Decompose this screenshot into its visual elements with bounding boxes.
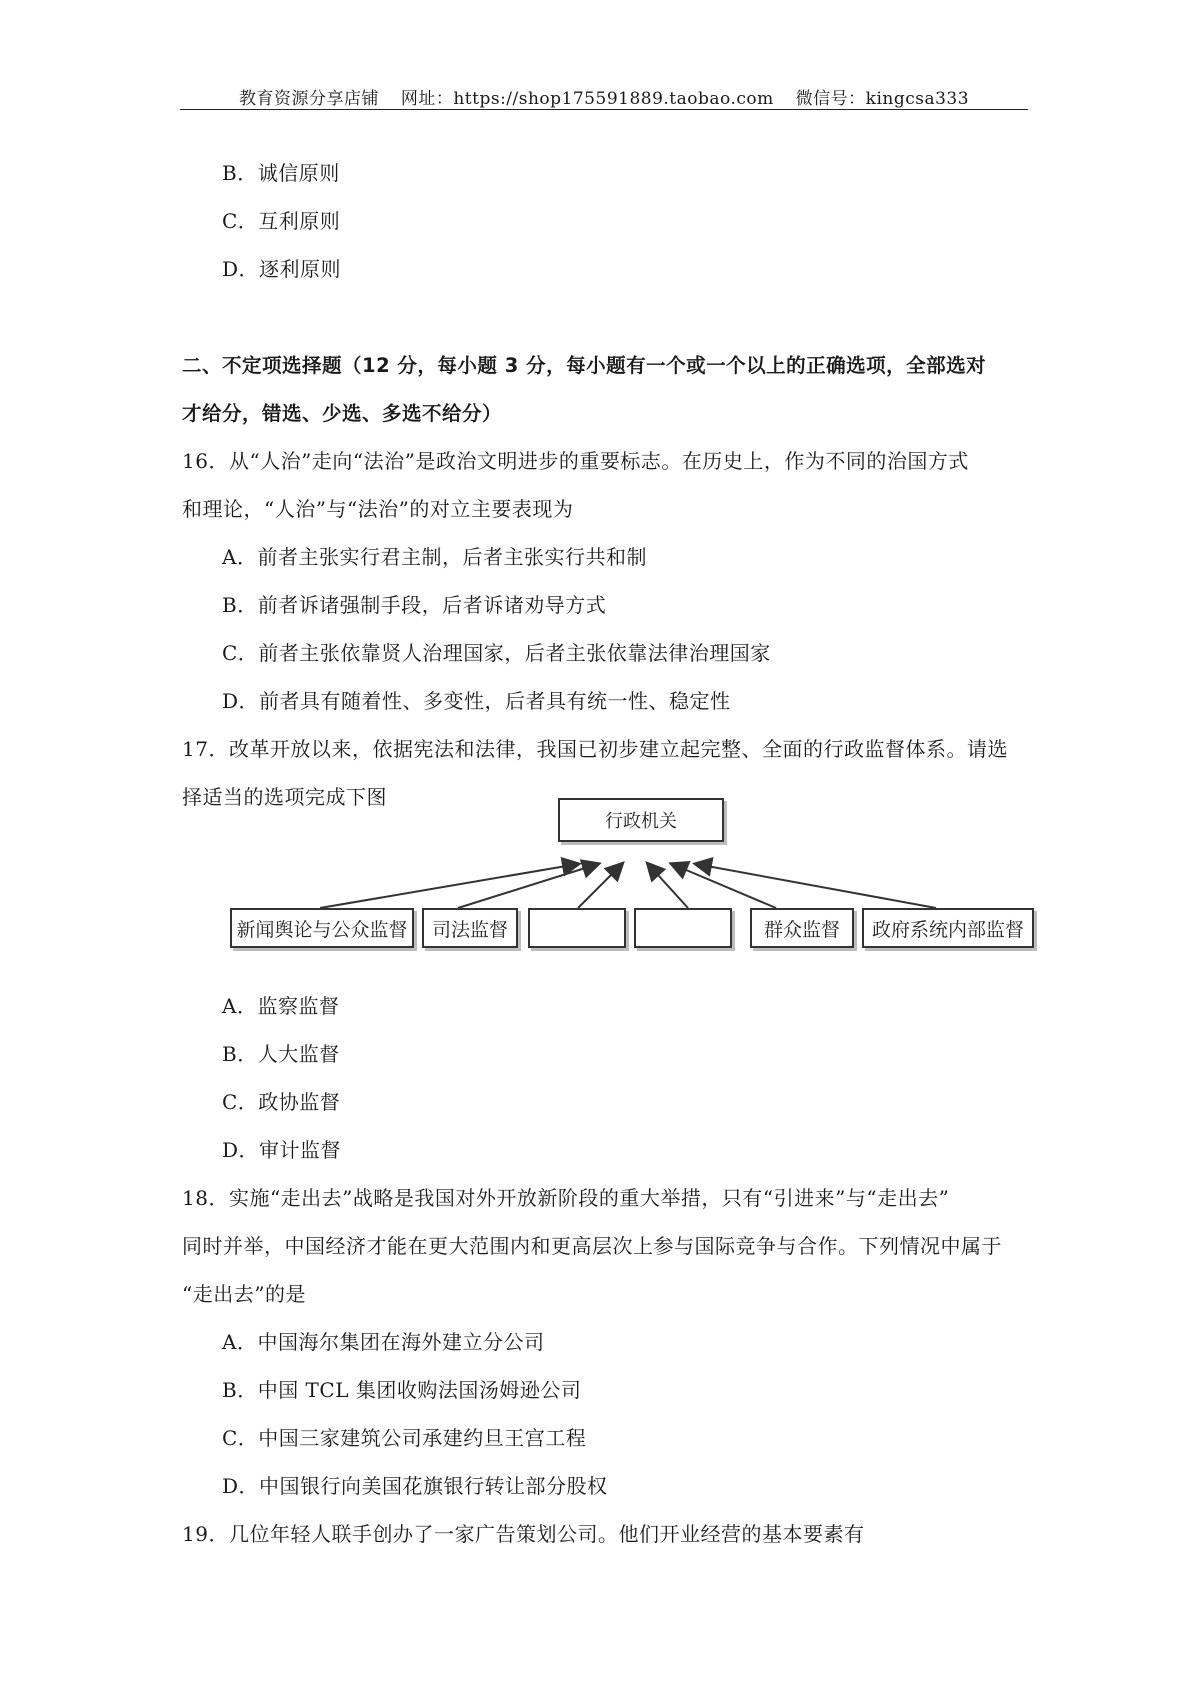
- q17-supervision-diagram: [220, 790, 1040, 950]
- q17-option-c: C．政协监督: [222, 1090, 341, 1114]
- arrow-2: [458, 864, 598, 908]
- q15-option-b: B．诚信原则: [222, 161, 340, 185]
- q17-stem-line2: 择适当的选项完成下图: [182, 785, 387, 809]
- section2-title-line2: 才给分，错选、少选、多选不给分）: [182, 402, 503, 425]
- header-url: 网址：https://shop175591889.taobao.com: [400, 89, 774, 109]
- diagram-box-judicial: 司法监督: [422, 908, 518, 948]
- header-wechat: 微信号：kingcsa333: [795, 89, 970, 109]
- q18-option-d: D．中国银行向美国花旗银行转让部分股权: [222, 1474, 608, 1498]
- arrow-1: [320, 864, 578, 908]
- diagram-box-media-public: 新闻舆论与公众监督: [230, 908, 414, 948]
- q16-stem-line1: 16．从“人治”走向“法治”是政治文明进步的重要标志。在历史上，作为不同的治国方式: [182, 449, 969, 473]
- diagram-box-blank-1: [528, 908, 626, 948]
- q15-option-d: D．逐利原则: [222, 257, 342, 281]
- diagram-box-govt-internal: 政府系统内部监督: [862, 908, 1034, 948]
- q18-option-c: C．中国三家建筑公司承建约旦王宫工程: [222, 1426, 587, 1450]
- arrow-6: [696, 864, 936, 908]
- q18-option-b: B．中国 TCL 集团收购法国汤姆逊公司: [222, 1378, 582, 1402]
- q16-option-a: A．前者主张实行君主制，后者主张实行共和制: [222, 545, 647, 569]
- q17-option-b: B．人大监督: [222, 1042, 340, 1066]
- section2-title-line1: 二、不定项选择题（12 分，每小题 3 分，每小题有一个或一个以上的正确选项，全部选对: [182, 354, 987, 377]
- q18-stem-line1: 18．实施“走出去”战略是我国对外开放新阶段的重大举措，只有“引进来”与“走出去”: [182, 1186, 950, 1210]
- q16-stem-line2: 和理论，“人治”与“法治”的对立主要表现为: [182, 497, 574, 521]
- q19-stem-line1: 19．几位年轻人联手创办了一家广告策划公司。他们开业经营的基本要素有: [182, 1522, 865, 1546]
- q16-option-d: D．前者具有随着性、多变性，后者具有统一性、稳定性: [222, 689, 731, 713]
- q18-option-a: A．中国海尔集团在海外建立分公司: [222, 1330, 545, 1354]
- q17-option-d: D．审计监督: [222, 1138, 342, 1162]
- q17-option-a: A．监察监督: [222, 994, 340, 1018]
- q16-option-c: C．前者主张依靠贤人治理国家，后者主张依靠法律治理国家: [222, 641, 771, 665]
- arrow-5: [672, 864, 776, 908]
- q18-stem-line3: “走出去”的是: [182, 1282, 306, 1306]
- q15-option-c: C．互利原则: [222, 209, 341, 233]
- q16-option-b: B．前者诉诸强制手段，后者诉诸劝导方式: [222, 593, 607, 617]
- q18-stem-line2: 同时并举，中国经济才能在更大范围内和更高层次上参与国际竞争与合作。下列情况中属于: [182, 1234, 1002, 1258]
- header-shop: 教育资源分享店铺: [238, 89, 379, 109]
- page-header: [180, 84, 1028, 109]
- q17-stem-line1: 17．改革开放以来，依据宪法和法律，我国已初步建立起完整、全面的行政监督体系。请选: [182, 737, 1008, 761]
- diagram-box-admin-organ: 行政机关: [558, 798, 724, 842]
- diagram-box-blank-2: [634, 908, 732, 948]
- header-divider: [180, 109, 1028, 110]
- arrow-3: [578, 864, 622, 908]
- diagram-box-masses: 群众监督: [750, 908, 854, 948]
- arrow-4: [648, 864, 688, 908]
